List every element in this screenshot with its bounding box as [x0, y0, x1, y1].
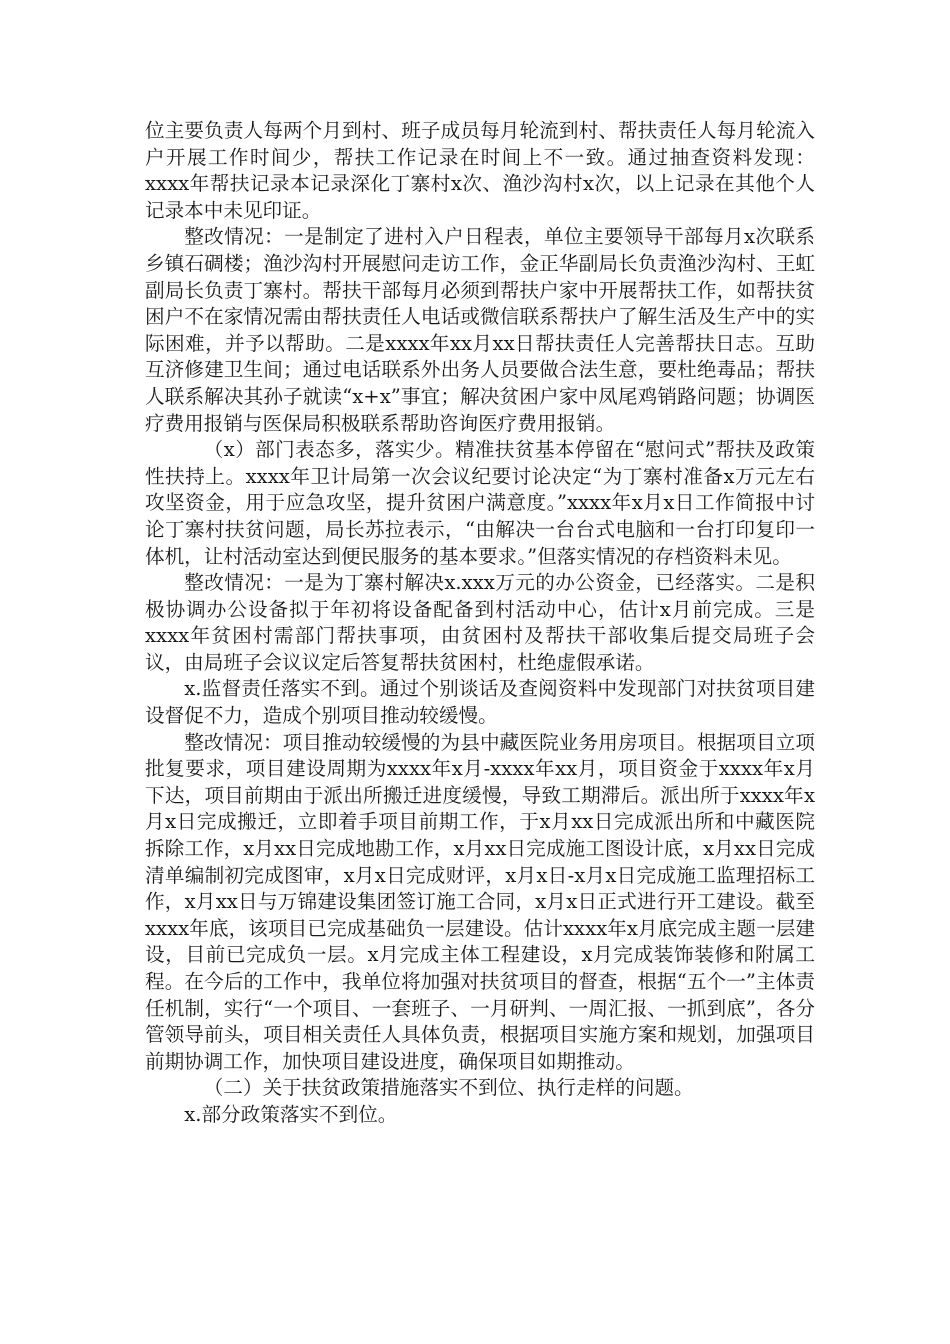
paragraph-2: 整改情况：一是制定了进村入户日程表，单位主要领导干部每月x次联系乡镇石碉楼；渔沙沟村开展慰问走访工作，金正华副局长负责渔沙沟村、王虹副局长负责丁寨村。帮扶干部每月必须到帮扶户家中开展帮扶工作，如帮扶贫困户不在家情况需由帮扶责任人电话或微信联系帮扶户了解生活及生产中的实际困难，并予以帮助。二是xxxx年xx月xx日帮扶责任人完善帮扶日志。互助互济修建卫生间；通过电话联系外出务人员要做合法生意，要杜绝毒品；帮扶人联系解决其孙子就读“x+x”事宜；解决贫困户家中凤尾鸡销路问题；协调医疗费用报销与医保局积极联系帮助咨询医疗费用报销。 [145, 225, 815, 435]
paragraph-1: 位主要负责人每两个月到村、班子成员每月轮流到村、帮扶责任人每月轮流入户开展工作时间少，帮扶工作记录在时间上不一致。通过抽查资料发现：xxxx年帮扶记录本记录深化丁寨村x次、渔沙沟村x次，以上记录在其他个人记录本中未见印证。 [145, 119, 815, 222]
section-heading: （二）关于扶贫政策措施落实不到位、执行走样的问题。 [203, 1076, 694, 1100]
paragraph-4: 整改情况：一是为丁寨村解决x.xxx万元的办公资金，已经落实。二是积极协调办公设备拟于年初将设备配备到村活动中心，估计x月前完成。三是xxxx年贫困村需部门帮扶事项，由贫困村及帮扶干部收集后提交局班子会议，由局班子会议议定后答复帮扶贫困村，杜绝虚假承诺。 [145, 571, 815, 674]
paragraph-3: （x）部门表态多，落实少。精准扶贫基本停留在“慰问式”帮扶及政策性扶持上。xxxx年卫计局第一次会议纪要讨论决定“为丁寨村准备x万元左右攻坚资金，用于应急攻坚，提升贫困户满意度。”xxxx年x月x日工作简报中讨论丁寨村扶贫问题，局长苏拉表示，“由解决一台台式电脑和一台打印复印一体机，让村活动室达到便民服务的基本要求。”但落实情况的存档资料未见。 [145, 438, 815, 568]
paragraph-5: x.监督责任落实不到。通过个别谈话及查阅资料中发现部门对扶贫项目建设督促不力，造成个别项目推动较缓慢。 [145, 677, 815, 728]
document-page [145, 118, 815, 1129]
paragraph-8: x.部分政策落实不到位。 [184, 1102, 398, 1126]
paragraph-6: 整改情况：项目推动较缓慢的为县中藏医院业务用房项目。根据项目立项批复要求，项目建设周期为xxxx年x月-xxxx年xx月，项目资金于xxxx年x月下达，项目前期由于派出所搬迁进度缓慢，导致工期滞后。派出所于xxxx年x月x日完成搬迁，立即着手项目前期工作，于x月xx日完成派出所和中藏医院拆除工作，x月xx日完成地勘工作，x月xx日完成施工图设计底，x月xx日完成清单编制初完成图审，x月x日完成财评，x月x日-x月x日完成施工监理招标工作，x月xx日与万锦建设集团签订施工合同，x月x日正式进行开工建设。截至xxxx年底，该项目已完成基础负一层建设。估计xxxx年x月底完成主题一层建设，目前已完成负一层。x月完成主体工程建设，x月完成装饰装修和附属工程。在今后的工作中，我单位将加强对扶贫项目的督查，根据“五个一”主体责任机制，实行“一个项目、一套班子、一月研判、一周汇报、一抓到底”，各分管领导前头，项目相关责任人具体负责，根据项目实施方案和规划，加强项目前期协调工作，加快项目建设进度，确保项目如期推动。 [145, 730, 815, 1073]
